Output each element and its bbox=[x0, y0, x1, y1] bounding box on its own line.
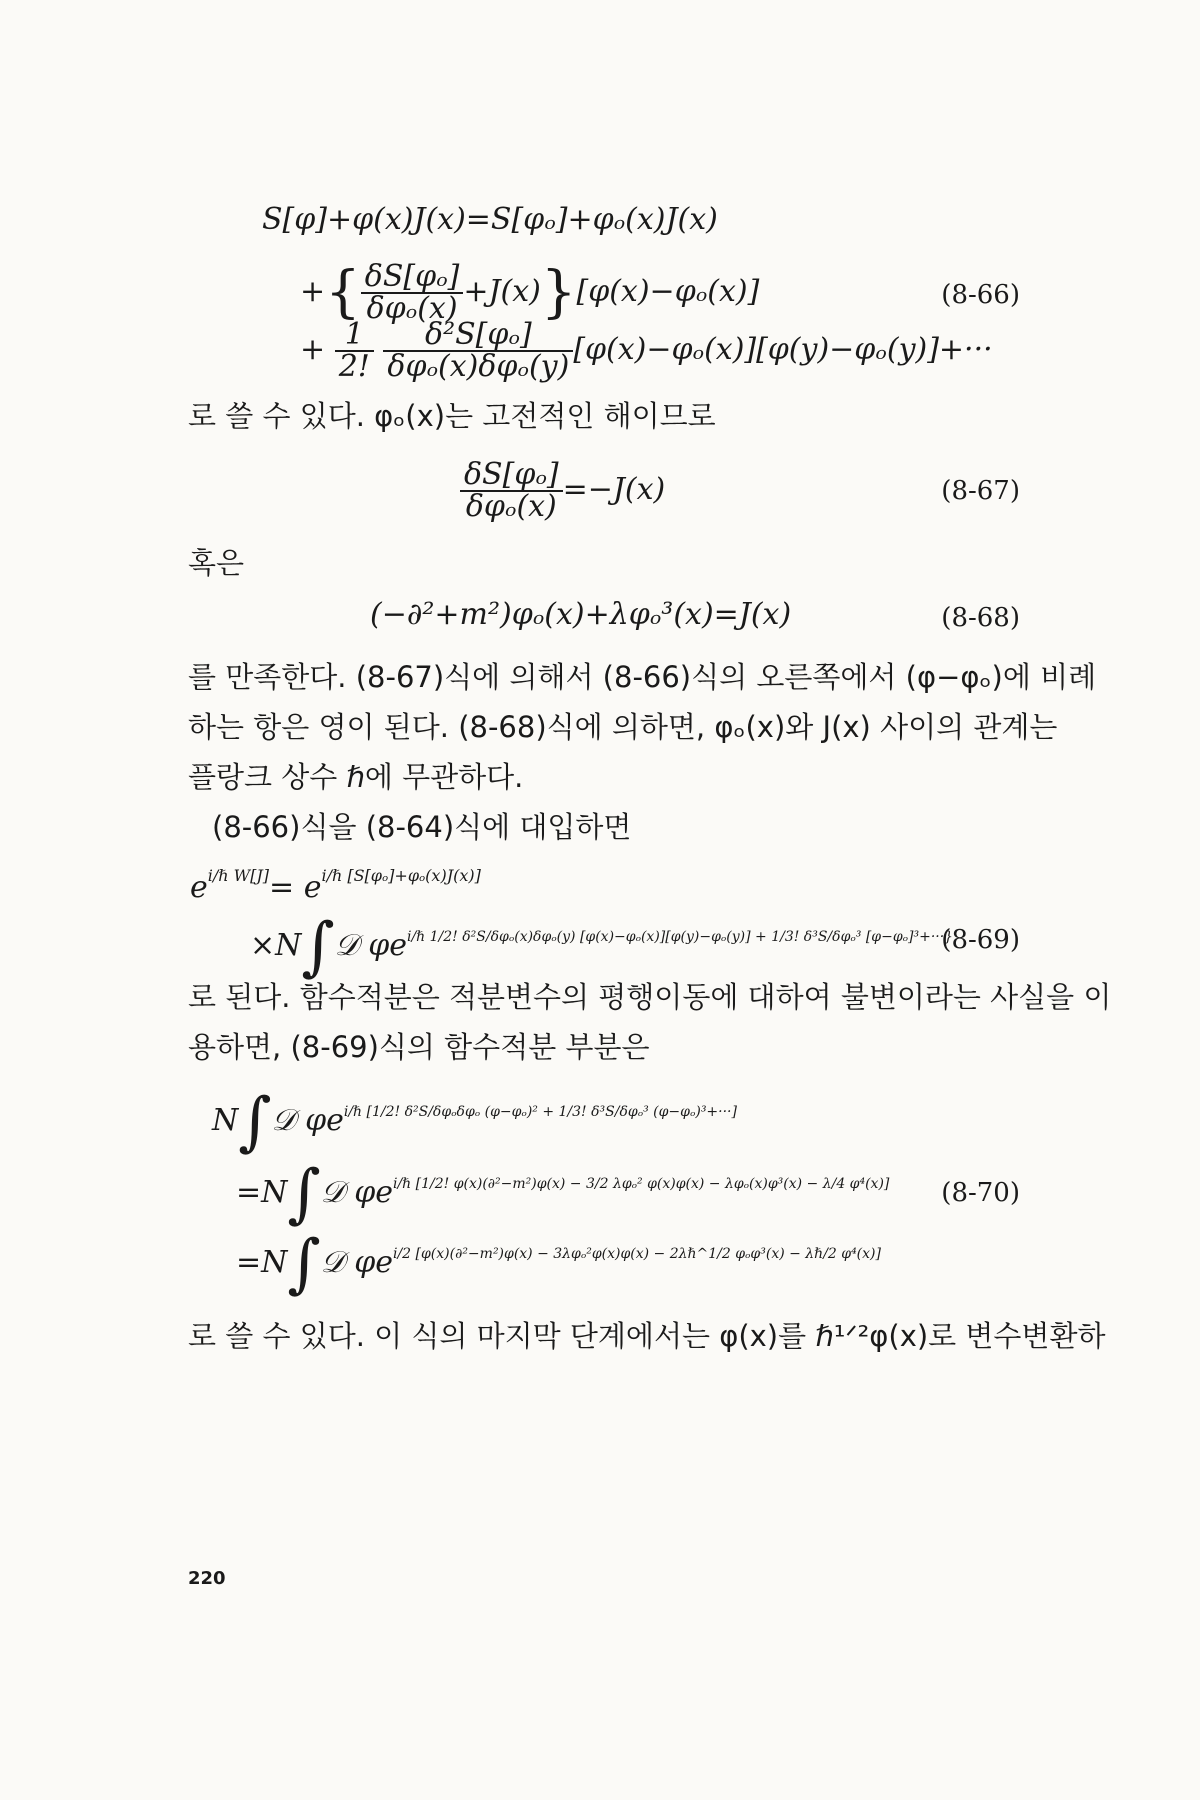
body-text-line: 를 만족한다. (8-67)식에 의해서 (8-66)식의 오른쪽에서 (φ−φₒ)에 비례 bbox=[188, 660, 1097, 694]
plus-sign: + bbox=[300, 274, 326, 309]
integral-sign: ∫ bbox=[238, 1085, 272, 1159]
body-text-line: 하는 항은 영이 된다. (8-68)식에 의하면, φₒ(x)와 J(x) 사이의 관계는 bbox=[188, 710, 1058, 744]
normalization-n: =N bbox=[236, 1175, 288, 1210]
fraction-denominator: δφₒ(x)δφₒ(y) bbox=[387, 349, 570, 384]
fraction-second-derivative bbox=[383, 317, 573, 384]
integral-sign: ∫ bbox=[287, 1157, 321, 1231]
equation-number-8-68: (8-68) bbox=[941, 603, 1020, 633]
exponent: i/ℏ [1/2! δ²S/δφₒδφₒ (φ−φₒ)² + 1/3! δ³S/δφₒ³ (φ−φₒ)³+···] bbox=[343, 1104, 737, 1120]
fraction-ds-dphi bbox=[361, 259, 464, 326]
right-brace: } bbox=[540, 260, 577, 325]
equation-8-68: (−∂²+m²)φₒ(x)+λφₒ³(x)=J(x) bbox=[370, 597, 792, 632]
body-text-line: 혹은 bbox=[188, 546, 245, 580]
exponent: i/2 [φ(x)(∂²−m²)φ(x) − 3λφₒ²φ(x)φ(x) − 2λℏ^1/2 φₒφ³(x) − λℏ/2 φ⁴(x)] bbox=[392, 1246, 881, 1262]
fraction-one-half-factorial bbox=[335, 317, 374, 384]
functional-measure: 𝒟 φe bbox=[320, 1245, 393, 1280]
functional-measure: 𝒟 φe bbox=[320, 1175, 393, 1210]
equation-8-69-line-1 bbox=[190, 868, 481, 903]
functional-measure: 𝒟 φe bbox=[271, 1103, 344, 1138]
product-term: [φ(x)−φₒ(x)][φ(y)−φₒ(y)]+··· bbox=[573, 332, 993, 367]
integral-sign: ∫ bbox=[287, 1227, 321, 1301]
equation-number-8-70: (8-70) bbox=[941, 1178, 1020, 1208]
normalization-n: N bbox=[212, 1103, 239, 1138]
equation-8-69-line-2 bbox=[250, 910, 954, 984]
body-text-line: 로 된다. 함수적분은 적분변수의 평행이동에 대하여 불변이라는 사실을 이 bbox=[188, 980, 1112, 1014]
exp-base: e bbox=[190, 870, 208, 905]
exponent: i/ℏ 1/2! δ²S/δφₒ(x)δφₒ(y) [φ(x)−φₒ(x)][φ(y)−φₒ(y)] + 1/3! δ³S/δφₒ³ [φ−φₒ]³+···} bbox=[406, 929, 954, 945]
integral-sign: ∫ bbox=[301, 910, 335, 984]
left-brace: { bbox=[325, 260, 361, 325]
equation-number-8-66: (8-66) bbox=[941, 280, 1020, 310]
exponent: i/ℏ [S[φₒ]+φₒ(x)J(x)] bbox=[321, 866, 481, 885]
fraction-numerator: δS[φₒ] bbox=[460, 460, 563, 492]
source-term: +J(x) bbox=[463, 274, 541, 309]
equation-8-66-line-3 bbox=[300, 317, 993, 384]
normalization-n: =N bbox=[236, 1245, 288, 1280]
body-text-line: 로 쓸 수 있다. 이 식의 마지막 단계에서는 φ(x)를 ℏ¹ᐟ²φ(x)로 변수변환하 bbox=[188, 1319, 1106, 1353]
body-text-line: (8-66)식을 (8-64)식에 대입하면 bbox=[212, 810, 632, 844]
equation-number-8-69: (8-69) bbox=[941, 925, 1020, 955]
equation-8-70-line-3 bbox=[236, 1227, 881, 1301]
equals-minus-j: =−J(x) bbox=[562, 472, 666, 507]
plus-sign: + bbox=[300, 332, 326, 367]
fraction-denominator: 2! bbox=[338, 349, 370, 384]
equation-number-8-67: (8-67) bbox=[941, 476, 1020, 506]
equation-8-66-line-1: S[φ]+φ(x)J(x)=S[φₒ]+φₒ(x)J(x) bbox=[262, 202, 718, 237]
body-text-line: 플랑크 상수 ℏ에 무관하다. bbox=[188, 760, 524, 794]
difference-term: [φ(x)−φₒ(x)] bbox=[576, 274, 760, 309]
fraction-numerator: δ²S[φₒ] bbox=[383, 320, 573, 352]
fraction-numerator: 1 bbox=[335, 320, 374, 352]
fraction-ds-dphi bbox=[460, 457, 563, 524]
page-number: 220 bbox=[188, 1568, 226, 1589]
equation-8-70-line-1 bbox=[212, 1085, 737, 1159]
fraction-denominator: δφₒ(x) bbox=[465, 489, 557, 524]
body-text-line: 용하면, (8-69)식의 함수적분 부분은 bbox=[188, 1030, 650, 1064]
body-text-line: 로 쓸 수 있다. φₒ(x)는 고전적인 해이므로 bbox=[188, 399, 716, 433]
normalization-n: ×N bbox=[250, 928, 302, 963]
equation-8-66-line-2 bbox=[300, 259, 760, 326]
equation-8-70-line-2 bbox=[236, 1157, 890, 1231]
fraction-numerator: δS[φₒ] bbox=[361, 262, 464, 294]
equation-8-67 bbox=[460, 457, 666, 524]
exponent: i/ℏ [1/2! φ(x)(∂²−m²)φ(x) − 3/2 λφₒ² φ(x)φ(x) − λφₒ(x)φ³(x) − λ/4 φ⁴(x)] bbox=[392, 1176, 890, 1192]
exponent: i/ℏ W[J] bbox=[207, 866, 270, 885]
functional-measure: 𝒟 φe bbox=[334, 928, 407, 963]
fraction-denominator: δφₒ(x) bbox=[366, 291, 458, 326]
equals-exp: = e bbox=[269, 870, 322, 905]
